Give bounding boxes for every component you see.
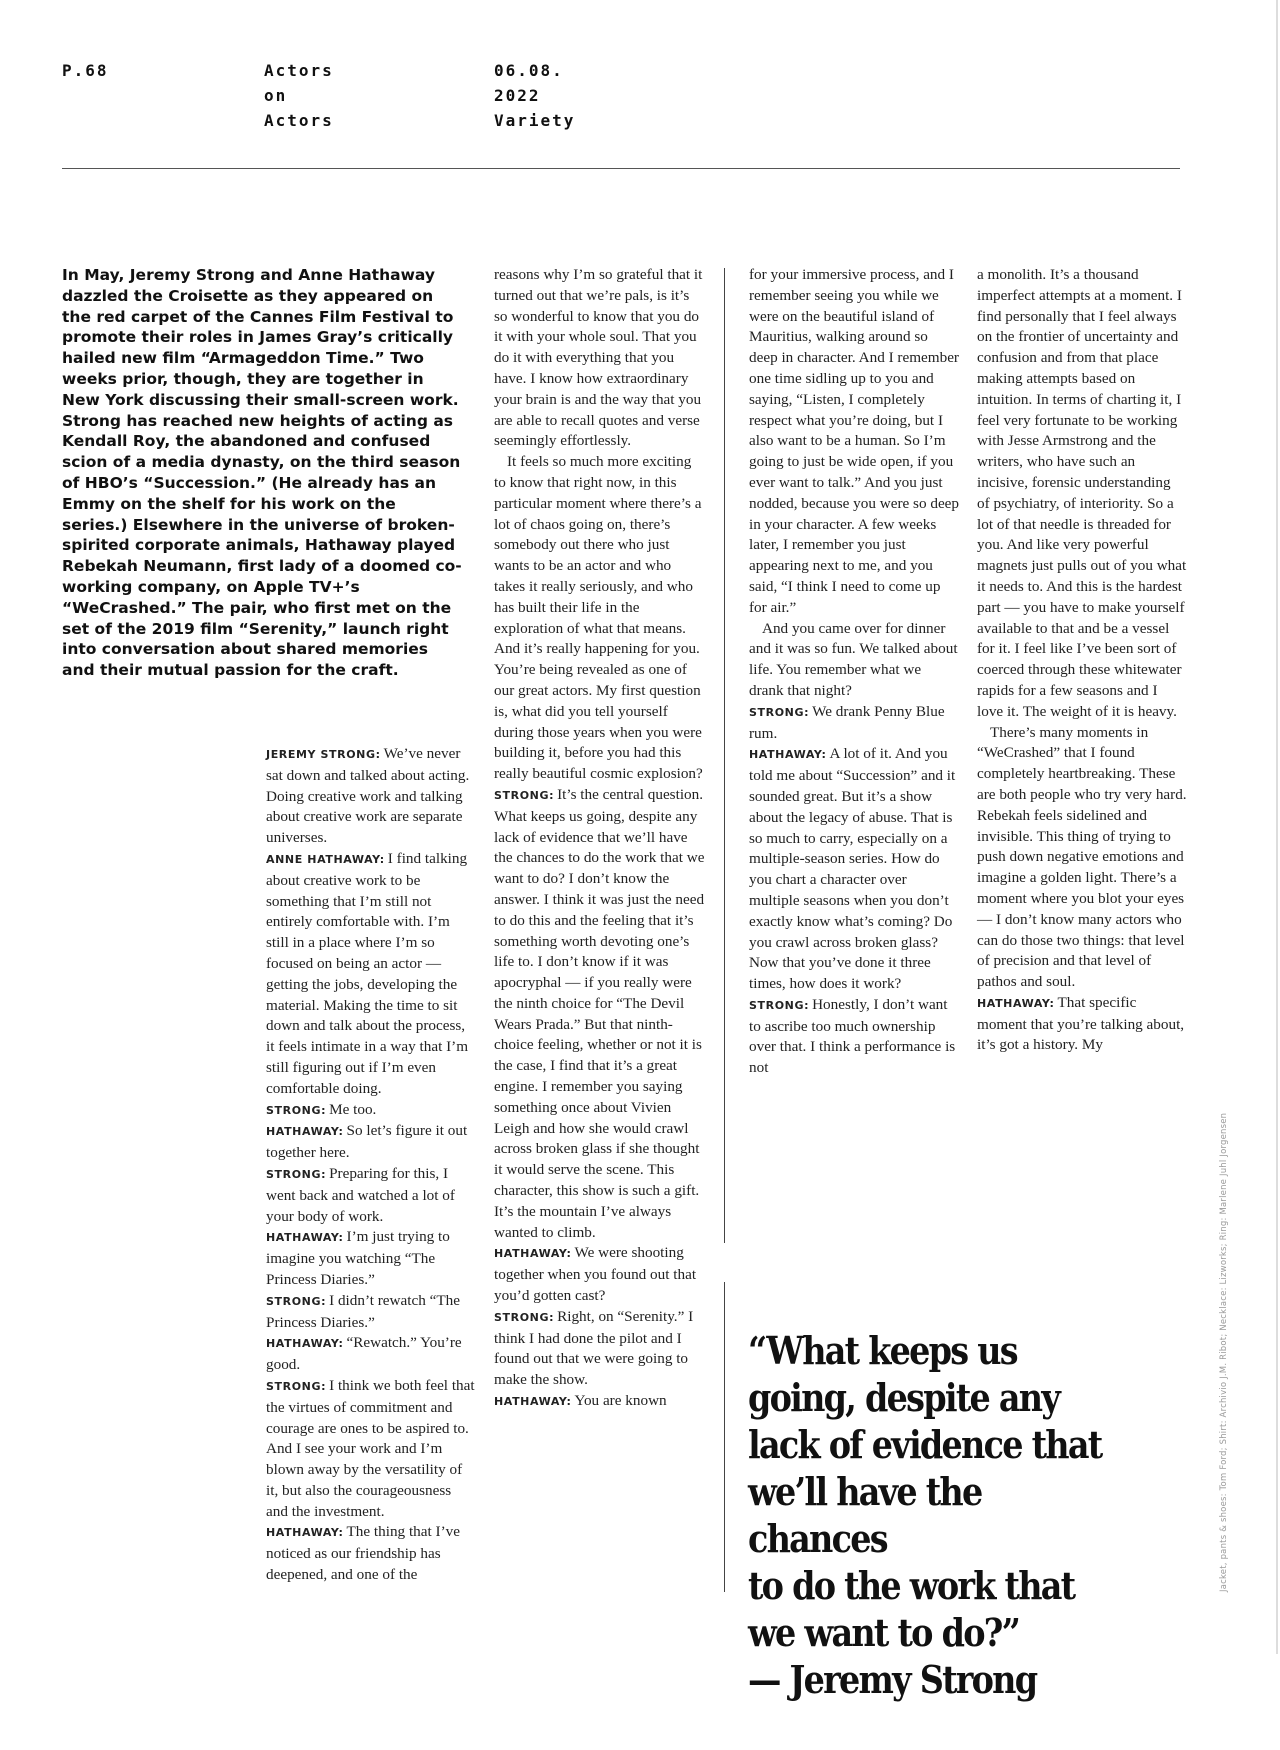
body-paragraph [749, 619, 959, 702]
paragraph-text: I’m just trying to imagine you watching “The Princess Diaries.” [266, 1228, 450, 1288]
body-paragraph [977, 723, 1187, 993]
speaker-label: STRONG: [266, 1103, 327, 1117]
dialogue-paragraph [266, 1100, 476, 1122]
paragraph-text: I think we both feel that the virtues of commitment and courage are ones to be aspired to. And I see your work and I’m blown away by the versatility of it, but also the courageousness and the investment. [266, 1376, 475, 1520]
dialogue-paragraph [749, 995, 959, 1079]
speaker-label: STRONG: [266, 1379, 327, 1393]
column-divider [724, 268, 725, 1243]
article-column-2 [494, 265, 706, 1413]
paragraph-text: There’s many moments in “WeCrashed” that I found completely heartbreaking. These are both people who try very hard. Rebekah feels sidelined and invisible. This thing of trying to push down negative emotions and imagine a golden light. There’s a moment where you blot your eyes — I don’t know many actors who can do those two things: that level of precision and that level of pathos and soul. [977, 723, 1187, 991]
paragraph-text: Honestly, I don’t want to ascribe too much ownership over that. I think a performance is not [749, 995, 956, 1077]
speaker-label: STRONG: [266, 1167, 327, 1181]
paragraph-text: So let’s figure it out together here. [266, 1122, 468, 1162]
speaker-label: STRONG: [494, 788, 555, 802]
speaker-label: STRONG: [749, 998, 810, 1012]
pull-quote-text: “What keeps us going, despite any lack of evidence that we’ll have the chances to do the work that we want to do?” [748, 1328, 1102, 1655]
pull-quote [748, 1280, 1118, 1750]
pull-quote-attribution: — Jeremy Strong [748, 1657, 1037, 1702]
speaker-label: HATHAWAY: [266, 1231, 344, 1245]
speaker-label: HATHAWAY: [266, 1337, 344, 1351]
speaker-label: HATHAWAY: [977, 996, 1055, 1010]
speaker-label: HATHAWAY: [494, 1395, 572, 1409]
intro-paragraph: In May, Jeremy Strong and Anne Hathaway dazzled the Croisette as they appeared on the red carpet of the Cannes Film Festival to promote their roles in James Gray’s critically hailed new film “Armageddon Time.” Two weeks prior, though, they are together in New York discussing their small-screen work. Strong has reached new heights of acting as Kendall Roy, the abandoned and confused scion of a media dynasty, on the third season of HBO’s “Succession.” (He already has an Emmy on the shelf for his work on the series.) Elsewhere in the universe of broken-spirited corporate animals, Hathaway played Rebekah Neumann, first lady of a doomed co-working company, on Apple TV+’s “WeCrashed.” The pair, who first met on the set of the 2019 film “Serenity,” launch right into conversation about shared memories and their mutual passion for the craft. [62, 266, 462, 680]
dialogue-paragraph [266, 1164, 476, 1227]
paragraph-text: Right, on “Serenity.” I think I had done the pilot and I found out that we were going to make the show. [494, 1307, 694, 1389]
dialogue-paragraph [266, 1227, 476, 1290]
dialogue-paragraph [266, 1376, 476, 1523]
dialogue-paragraph [266, 849, 476, 1100]
dialogue-paragraph [749, 702, 959, 745]
section-title: Actors on Actors [264, 61, 334, 130]
dialogue-paragraph [494, 1391, 706, 1413]
speaker-label: STRONG: [266, 1294, 327, 1308]
issue-date: 06.08. 2022 Variety [494, 61, 576, 130]
speaker-label: HATHAWAY: [494, 1247, 572, 1261]
speaker-label: STRONG: [749, 705, 810, 719]
paragraph-text: That specific moment that you’re talking about, it’s got a history. My [977, 993, 1185, 1054]
article-column-1 [266, 744, 476, 1586]
paragraph-text: A lot of it. And you told me about “Succession” and it sounded great. But it’s a show about the legacy of abuse. That is so much to carry, especially on a multiple-season series. How do you chart a character over multiple seasons when you don’t exactly know what’s coming? Do you crawl across broken glass? Now that you’ve done it three times, how does it work? [749, 745, 956, 993]
body-paragraph [494, 452, 706, 785]
paragraph-text: The thing that I’ve noticed as our friendship has deepened, and one of the [266, 1523, 460, 1584]
paragraph-text: for your immersive process, and I remember seeing you while we were on the beautiful island of Mauritius, walking around so deep in character. And I remember one time sidling up to you and saying, “Listen, I completely respect what you’re doing, but I also want to be a human. So I’m going to just be wide open, if you ever want to talk.” And you just nodded, because you were so deep in your character. A few weeks later, I remember you just appearing next to me, and you said, “I think I need to come up for air.” [749, 266, 960, 616]
body-paragraph [494, 265, 706, 452]
speaker-label: ANNE HATHAWAY: [266, 852, 385, 866]
paragraph-text: a monolith. It’s a thousand imperfect attempts at a moment. I find personally that I feel always on the frontier of uncertainty and confusion and from that place making attempts based on intuition. In terms of charting it, I feel very fortunate to be working with Jesse Armstrong and the writers, who have such an incisive, forensic understanding of psychiatry, of interiority. So a lot of that needle is threaded for you. And like very powerful magnets just pulls out of you what it needs to. And this is the hardest part — you have to make yourself available to that and be a vessel for it. I feel like I’ve been sort of coerced through these whitewater rapids for a few seasons and I love it. The weight of it is heavy. [977, 266, 1187, 720]
dialogue-paragraph [749, 744, 959, 995]
photo-credit: Jacket, pants & shoes: Tom Ford; Shirt: Archivio J.M. Ribot; Necklace: Lizworks; Ring: Marlene Juhl Jorgensen [1219, 1112, 1229, 1592]
paragraph-text: Me too. [329, 1100, 377, 1118]
dialogue-paragraph [494, 1307, 706, 1391]
paragraph-text: We drank Penny Blue rum. [749, 702, 945, 742]
body-paragraph [749, 265, 959, 619]
article-column-4 [977, 265, 1187, 1056]
paragraph-text: I find talking about creative work to be something that I’m still not entirely comfortable with. I’m still in a place where I’m so focused on being an actor — getting the jobs, developing the material. Making the time to sit down and talk about the process, it feels intimate in a way that I’m still figuring out if I’m even comfortable doing. [266, 849, 469, 1097]
body-paragraph [977, 265, 1187, 723]
speaker-label: HATHAWAY: [266, 1526, 344, 1540]
paragraph-text: reasons why I’m so grateful that it turned out that we’re pals, is it’s so wonderful to know that you do it with your whole soul. That you do it with everything that you have. I know how extraordinary your brain is and the way that you are able to recall quotes and verse seemingly effortlessly. [494, 266, 703, 450]
dialogue-paragraph [494, 785, 706, 1244]
paragraph-text: It’s the central question. What keeps us going, despite any lack of evidence that we’ll have the chances to do the work that we want to do? I don’t know the answer. I think it was just the need to do this and the feeling that it’s something worth devoting one’s life to. I don’t know if it was apocryphal — if you really were the ninth choice for “The Devil Wears Prada.” But that ninth-choice feeling, whether or not it is the case, I find that it’s a great engine. I remember you saying something once about Vivien Leigh and how she would crawl across broken glass if she thought it would serve the scene. This character, this show is such a gift. It’s the mountain I’ve always wanted to climb. [494, 785, 705, 1241]
page-number: P.68 [62, 61, 109, 80]
dialogue-paragraph [266, 1121, 476, 1164]
dialogue-paragraph [266, 744, 476, 849]
dialogue-paragraph [266, 1291, 476, 1334]
dialogue-paragraph [494, 1243, 706, 1306]
speaker-label: HATHAWAY: [749, 748, 827, 762]
header-rule [62, 168, 1180, 169]
paragraph-text: It feels so much more exciting to know that right now, in this particular moment where there’s a lot of chaos going on, there’s somebody out there who just wants to be an actor and who takes it really seriously, and who has built their life in the exploration of what that means. And it’s really happening for you. You’re being revealed as one of our great actors. My first question is, what did you tell yourself during those years when you were building it, before you had this really beautiful cosmic explosion? [494, 453, 703, 783]
page-edge [1276, 0, 1278, 1654]
speaker-label: JEREMY STRONG: [266, 748, 381, 761]
paragraph-text: We were shooting together when you found out that you’d gotten cast? [494, 1244, 697, 1305]
paragraph-text: “Rewatch.” You’re good. [266, 1334, 462, 1374]
article-column-3 [749, 265, 959, 1079]
pullquote-rule [724, 1282, 725, 1592]
speaker-label: STRONG: [494, 1310, 555, 1324]
speaker-label: HATHAWAY: [266, 1125, 344, 1139]
paragraph-text: Preparing for this, I went back and watched a lot of your body of work. [266, 1164, 455, 1225]
dialogue-paragraph [977, 993, 1187, 1056]
dialogue-paragraph [266, 1522, 476, 1585]
paragraph-text: I didn’t rewatch “The Princess Diaries.” [266, 1291, 460, 1331]
paragraph-text: You are known [574, 1392, 667, 1410]
dialogue-paragraph [266, 1333, 476, 1376]
paragraph-text: And you came over for dinner and it was so fun. We talked about life. You remember what we drank that night? [749, 619, 958, 699]
paragraph-text: We’ve never sat down and talked about acting. Doing creative work and talking about creative work are separate universes. [266, 745, 470, 847]
